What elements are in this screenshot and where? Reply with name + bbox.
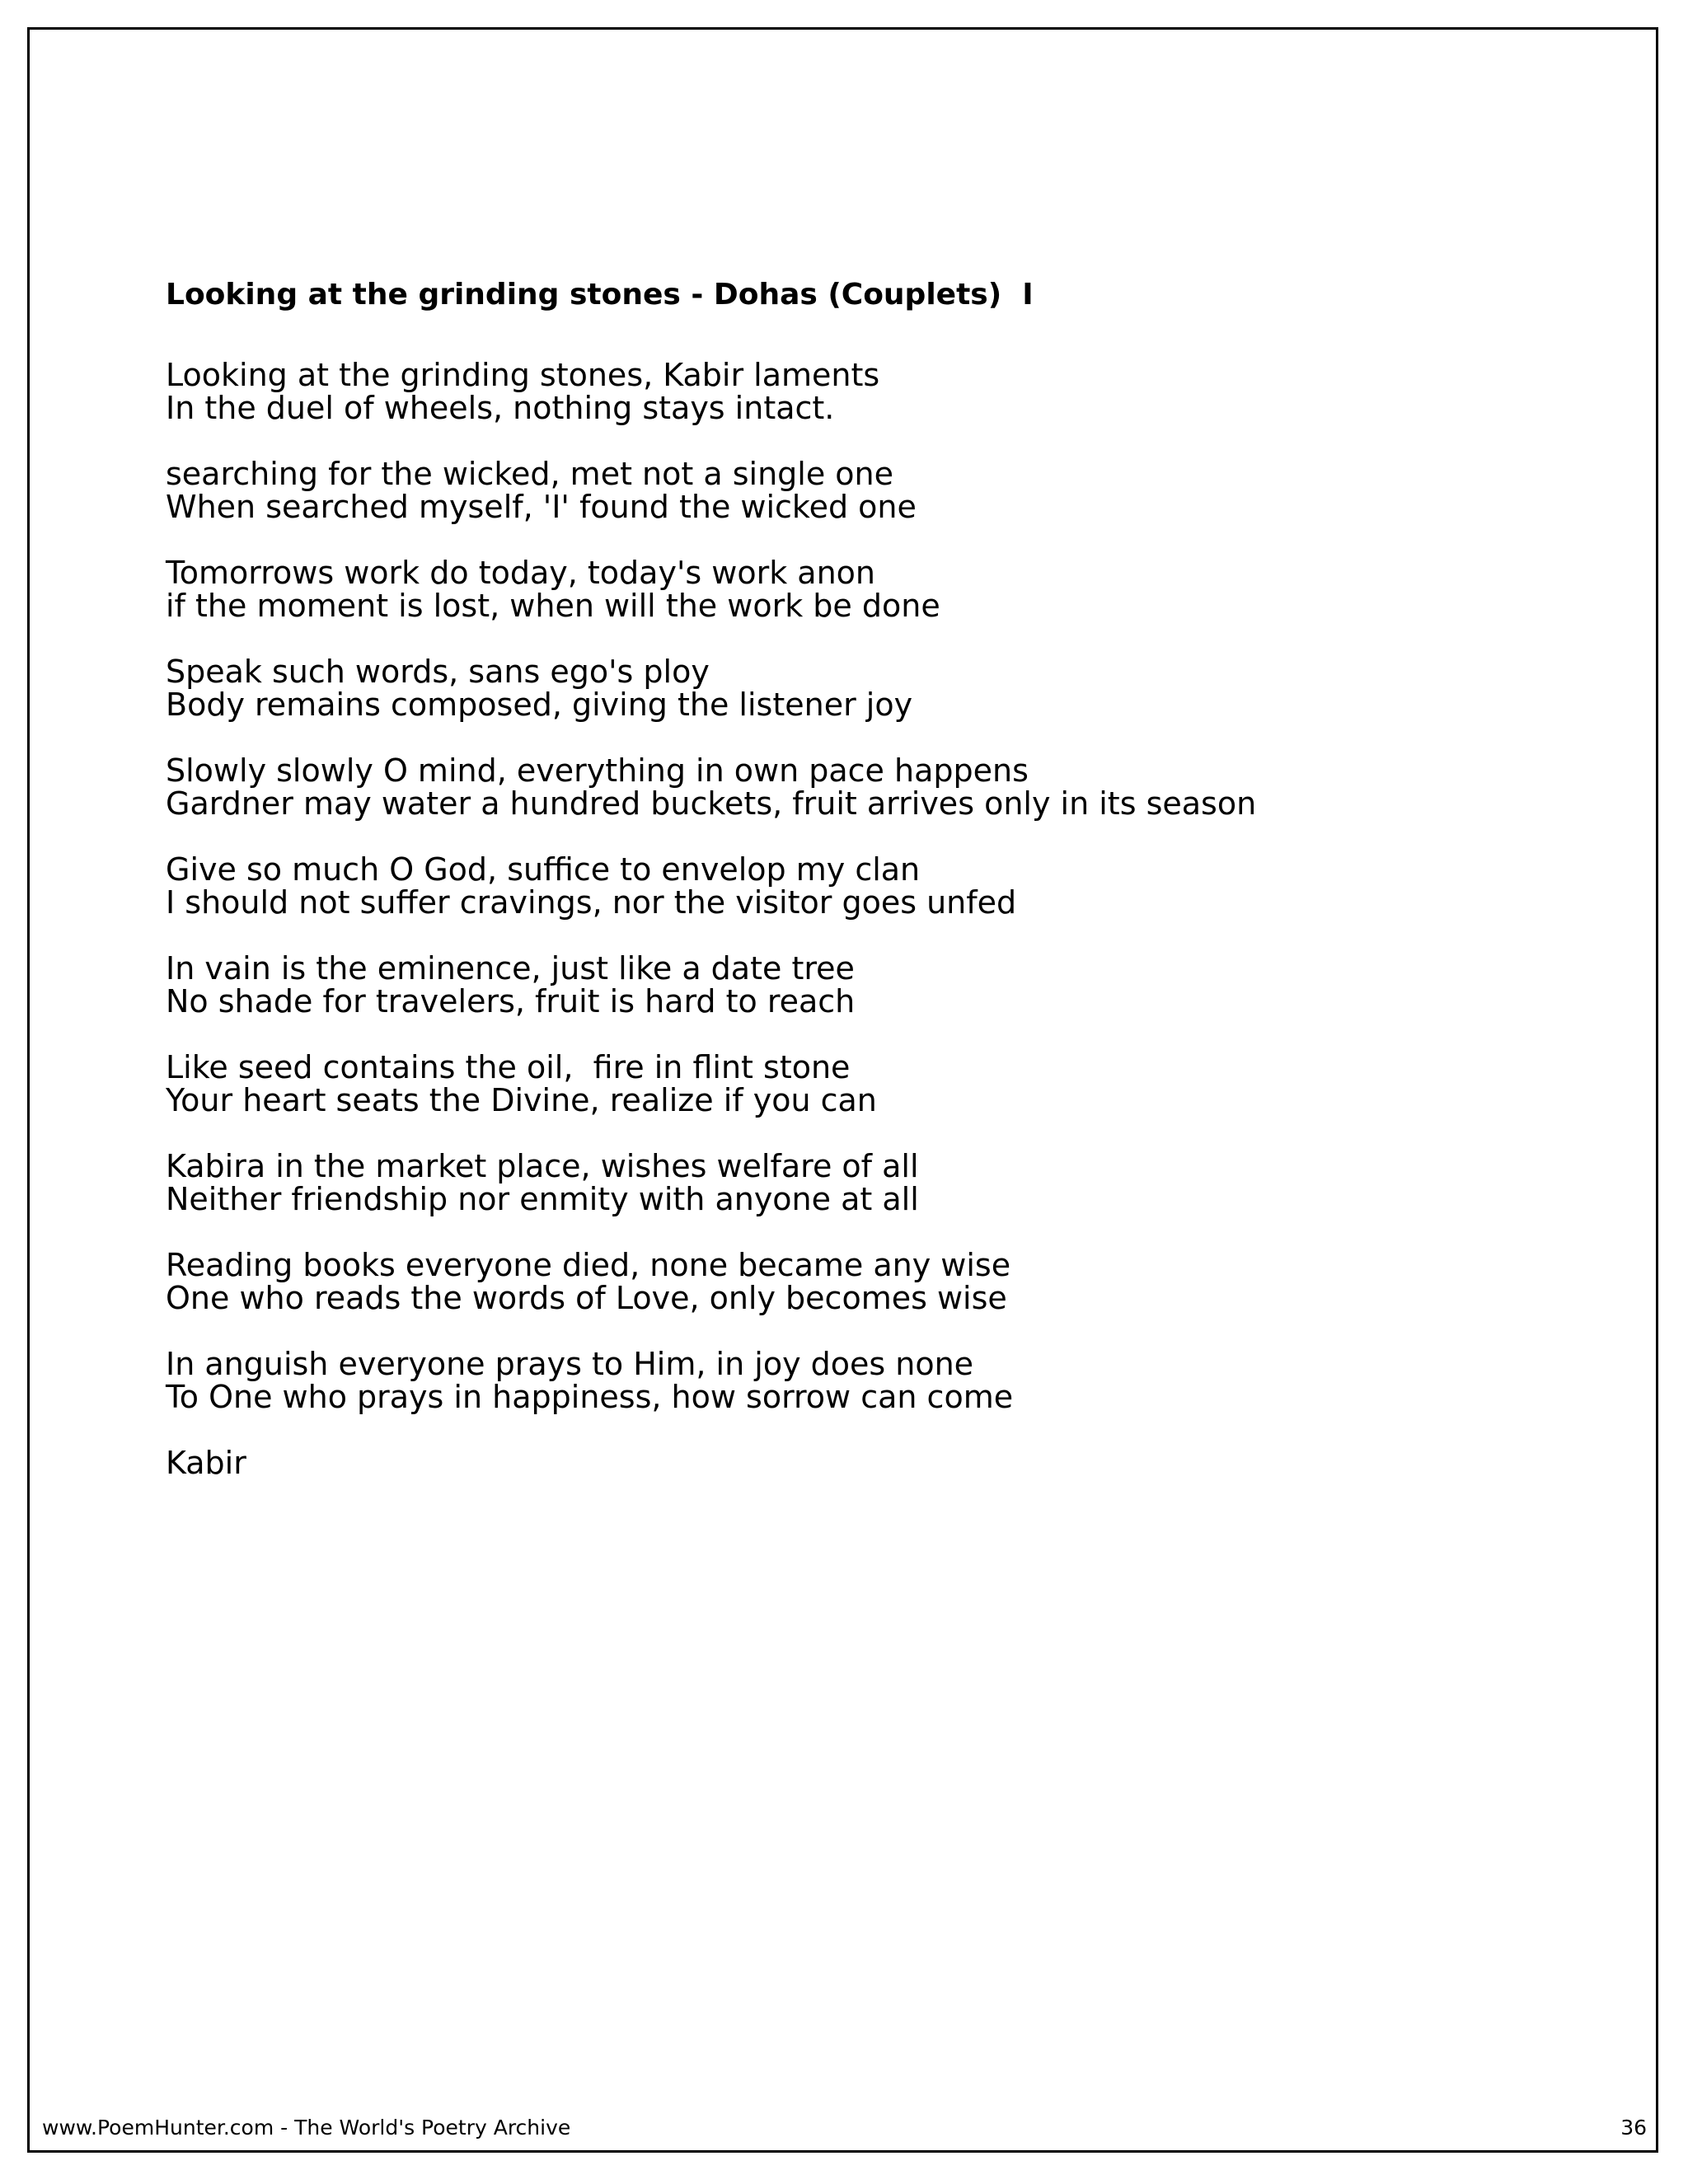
page-number: 36 bbox=[1620, 2116, 1647, 2139]
footer-source: www.PoemHunter.com - The World's Poetry Archive bbox=[42, 2116, 571, 2139]
stanza bbox=[166, 1347, 1608, 1413]
poem-line: Neither friendship nor enmity with anyone at all bbox=[166, 1181, 919, 1217]
poem-line: searching for the wicked, met not a single one bbox=[166, 456, 894, 492]
stanza bbox=[166, 1051, 1608, 1117]
stanza bbox=[166, 556, 1608, 622]
poem-line: if the moment is lost, when will the work be done bbox=[166, 588, 940, 624]
stanza bbox=[166, 457, 1608, 523]
stanza bbox=[166, 655, 1608, 721]
stanza bbox=[166, 853, 1608, 919]
stanza bbox=[166, 1150, 1608, 1216]
poem-line: Reading books everyone died, none became any wise bbox=[166, 1247, 1011, 1283]
poem-line: No shade for travelers, fruit is hard to reach bbox=[166, 983, 856, 1019]
stanza bbox=[166, 952, 1608, 1018]
poem-line: When searched myself, 'I' found the wicked one bbox=[166, 489, 917, 525]
poem-line: Tomorrows work do today, today's work anon bbox=[166, 555, 876, 591]
poem-line: Body remains composed, giving the listener joy bbox=[166, 687, 913, 723]
poem-title: Looking at the grinding stones - Dohas (Couplets) I bbox=[166, 278, 1034, 312]
poem-line: In vain is the eminence, just like a date tree bbox=[166, 950, 855, 987]
poem-line: Your heart seats the Divine, realize if you can bbox=[166, 1082, 877, 1118]
poem-line: Like seed contains the oil, fire in flint stone bbox=[166, 1049, 851, 1085]
poem-line: Give so much O God, suffice to envelop my clan bbox=[166, 851, 921, 888]
poem-line: I should not suffer cravings, nor the visitor goes unfed bbox=[166, 884, 1017, 921]
poem-line: Speak such words, sans ego's ploy bbox=[166, 654, 710, 690]
poem-author: Kabir bbox=[166, 1445, 246, 1481]
poem-line: One who reads the words of Love, only becomes wise bbox=[166, 1280, 1007, 1316]
poem-line: Kabira in the market place, wishes welfare of all bbox=[166, 1148, 919, 1184]
poem-line: In the duel of wheels, nothing stays intact. bbox=[166, 390, 835, 426]
poem-body bbox=[166, 359, 1608, 1479]
poem-line: Looking at the grinding stones, Kabir laments bbox=[166, 357, 880, 393]
poem-line: To One who prays in happiness, how sorrow can come bbox=[166, 1379, 1014, 1415]
poem-line: In anguish everyone prays to Him, in joy does none bbox=[166, 1346, 974, 1382]
poem-line: Gardner may water a hundred buckets, fruit arrives only in its season bbox=[166, 785, 1257, 822]
stanza bbox=[166, 1249, 1608, 1315]
poem-line: Slowly slowly O mind, everything in own pace happens bbox=[166, 752, 1029, 789]
stanza bbox=[166, 754, 1608, 820]
stanza bbox=[166, 359, 1608, 424]
